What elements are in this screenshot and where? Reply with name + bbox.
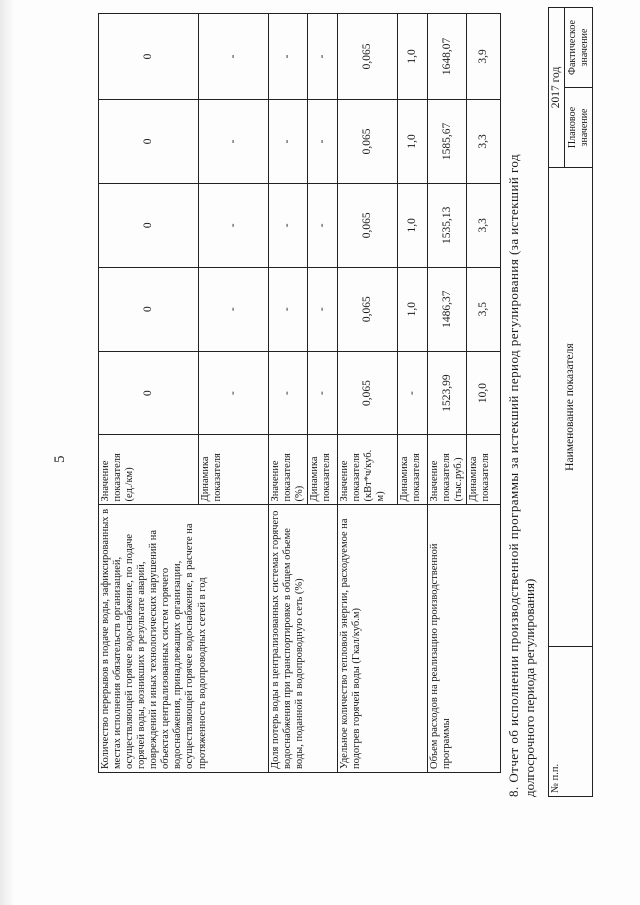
indicator-value: 0,065 xyxy=(338,14,398,100)
indicator-value: 0 xyxy=(99,183,199,267)
report-table xyxy=(548,7,593,797)
indicator-value: 0,065 xyxy=(338,267,398,351)
indicator-value: - xyxy=(308,183,338,267)
indicator-row xyxy=(428,14,467,773)
indicator-value: - xyxy=(199,183,269,267)
indicator-name: Доля потерь воды в централизованных системах горячего водоснабжения при транспортировке в общем объеме воды, поданной в водопроводную сеть (%) xyxy=(269,505,338,773)
report-plan-header: Плановое значение xyxy=(565,88,593,168)
indicator-sublabel: Динамика показателя xyxy=(308,435,338,505)
indicator-value: 1585,67 xyxy=(428,99,467,183)
indicator-sublabel: Значение показателя (%) xyxy=(269,435,308,505)
indicator-value: - xyxy=(308,267,338,351)
indicator-value: 3,5 xyxy=(467,267,501,351)
indicator-value: - xyxy=(269,183,308,267)
indicator-value: - xyxy=(308,14,338,100)
indicator-value: 0,065 xyxy=(338,99,398,183)
indicator-value: 3,3 xyxy=(467,183,501,267)
indicator-value: 1648,07 xyxy=(428,14,467,100)
page-number: 5 xyxy=(52,455,68,463)
indicator-value: 1,0 xyxy=(398,183,428,267)
indicator-sublabel: Значение показателя (ед./км) xyxy=(99,435,199,505)
indicator-value: 3,9 xyxy=(467,14,501,100)
indicator-name: Удельное количество тепловой энергии, расходуемое на подогрев горячей воды (Гкал/куб.м) xyxy=(338,505,428,773)
section-8-heading xyxy=(506,7,539,797)
report-col-number: № п.п. xyxy=(549,647,593,797)
indicator-value: - xyxy=(269,351,308,435)
indicator-value: 10,0 xyxy=(467,351,501,435)
section-8-line-2: долгосрочного периода регулирования) xyxy=(522,578,538,797)
indicator-value: - xyxy=(199,99,269,183)
indicator-value: - xyxy=(199,351,269,435)
indicator-value: - xyxy=(269,14,308,100)
indicator-value: - xyxy=(269,99,308,183)
report-fact-header: Фактическое значение xyxy=(565,8,593,88)
indicator-sublabel: Динамика показателя xyxy=(398,435,428,505)
indicator-row xyxy=(99,14,199,773)
indicator-value: 0 xyxy=(99,267,199,351)
indicator-value: 0 xyxy=(99,99,199,183)
report-year-header: 2017 год xyxy=(549,8,565,168)
report-col-name: Наименование показателя xyxy=(549,167,593,646)
indicator-value: 0,065 xyxy=(338,351,398,435)
indicator-value: 1486,37 xyxy=(428,267,467,351)
indicator-value: 0,065 xyxy=(338,183,398,267)
indicator-value: - xyxy=(269,267,308,351)
indicators-table-body xyxy=(99,14,501,773)
indicator-name: Количество перерывов в подаче воды, зафиксированных в местах исполнения обязательств организацией, осуществляющей горячее водоснабжение, по подаче горячей воды, возникших в результате аварий, повреждений и иных технологических нарушений на объектах централизованных систем горячего водоснабжения, принадлежащих организации, осуществляющей горячее водоснабжение, в расчете на протяженность водопроводных сетей в год xyxy=(99,505,269,773)
indicator-sublabel: Динамика показателя xyxy=(199,435,269,505)
indicator-value: - xyxy=(199,14,269,100)
indicator-value: - xyxy=(308,99,338,183)
indicator-sublabel: Значение показателя (кВт*ч/куб. м) xyxy=(338,435,398,505)
indicator-row xyxy=(338,14,398,773)
indicator-value: - xyxy=(308,351,338,435)
indicator-value: 3,3 xyxy=(467,99,501,183)
indicator-value: 1,0 xyxy=(398,267,428,351)
indicator-row xyxy=(269,14,308,773)
indicator-value: 0 xyxy=(99,351,199,435)
indicator-value: - xyxy=(398,351,428,435)
indicator-value: 0 xyxy=(99,14,199,100)
indicator-sublabel: Значение показателя (тыс.руб.) xyxy=(428,435,467,505)
indicator-value: 1,0 xyxy=(398,99,428,183)
indicators-table xyxy=(98,13,501,773)
indicator-name: Объем расходов на реализацию производственной программы xyxy=(428,505,501,773)
indicator-value: 1523,99 xyxy=(428,351,467,435)
indicator-value: 1,0 xyxy=(398,14,428,100)
indicator-value: 1535,13 xyxy=(428,183,467,267)
indicator-sublabel: Динамика показателя xyxy=(467,435,501,505)
section-8-line-1: 8. Отчет об исполнении производственной программы за истекший период регулирования (за истекший год xyxy=(506,153,521,797)
indicator-value: - xyxy=(199,267,269,351)
